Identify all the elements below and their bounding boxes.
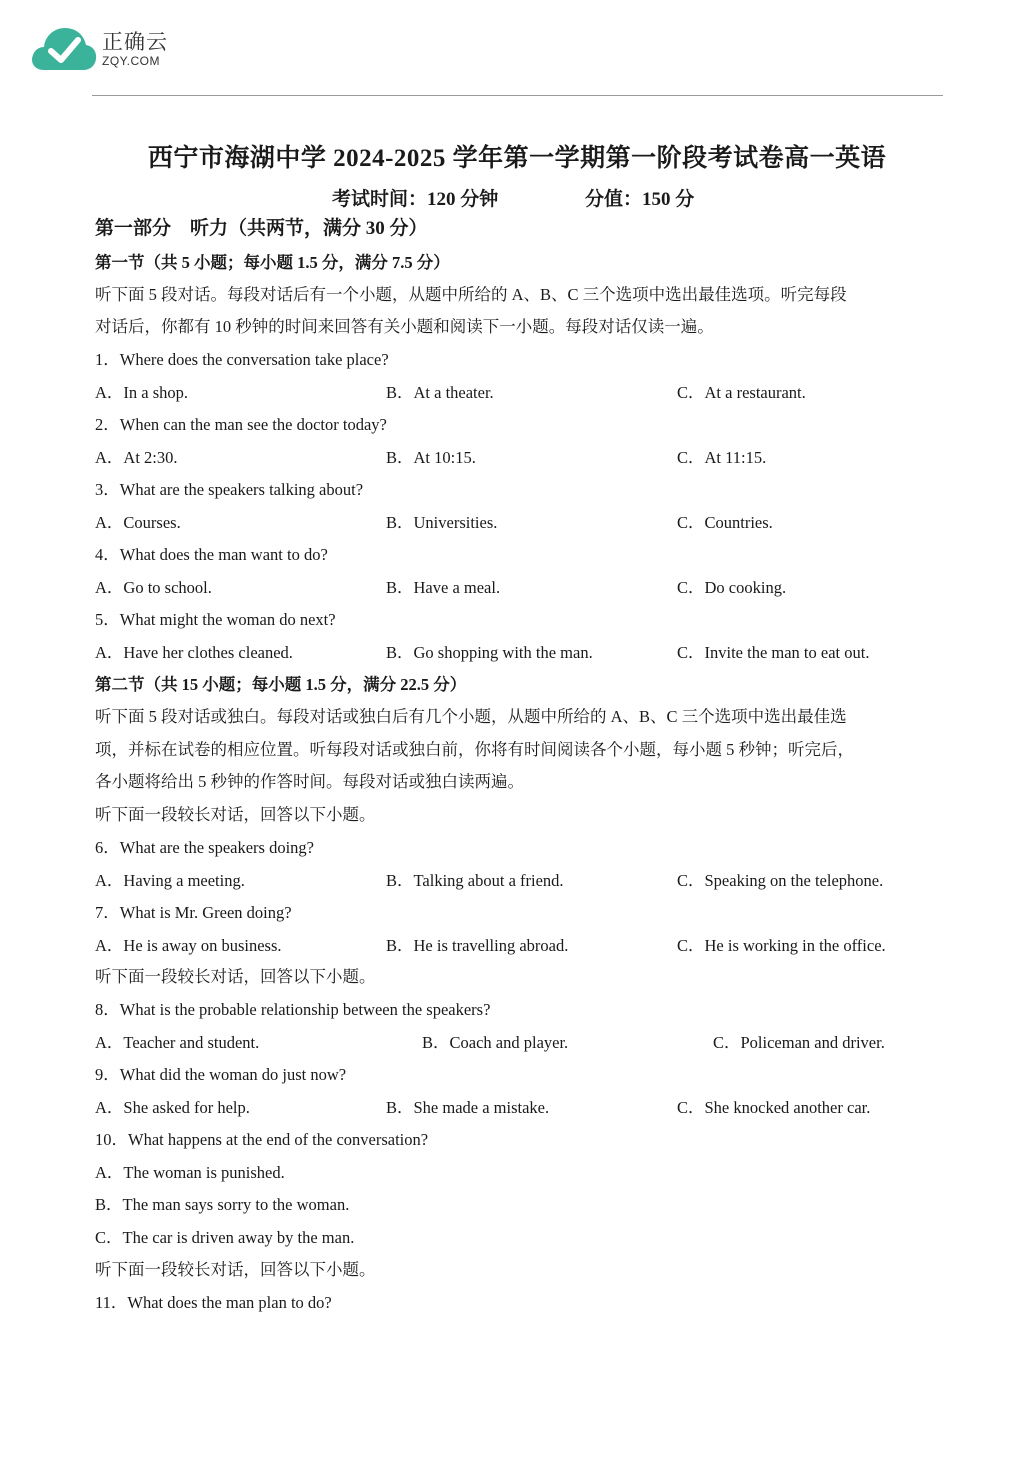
option-b[interactable]: B．Have a meal.	[386, 578, 501, 597]
option-a[interactable]: A．Teacher and student.	[95, 1033, 260, 1052]
option-b[interactable]: B．Talking about a friend.	[386, 871, 564, 890]
instruction-line: 听下面 5 段对话。每段对话后有一个小题，从题中所给的 A、B、C 三个选项中选出最佳选项。听完每段	[95, 285, 847, 304]
option-a[interactable]: A．The woman is punished.	[95, 1163, 285, 1182]
option-a[interactable]: A．Having a meeting.	[95, 871, 245, 890]
option-a[interactable]: A．Go to school.	[95, 578, 212, 597]
question-7: 7．What is Mr. Green doing?	[95, 903, 292, 922]
instruction-line: 对话后，你都有 10 秒钟的时间来回答有关小题和阅读下一小题。每段对话仅读一遍。	[95, 317, 714, 336]
question-11: 11．What does the man plan to do?	[95, 1293, 332, 1312]
option-c[interactable]: C．She knocked another car.	[677, 1098, 871, 1117]
header-divider	[92, 95, 943, 96]
option-c[interactable]: C．Countries.	[677, 513, 773, 532]
section-heading: 第一节（共 5 小题；每小题 1.5 分，满分 7.5 分）	[95, 253, 450, 272]
option-c[interactable]: C．At a restaurant.	[677, 383, 806, 402]
brand-name-en: ZQY.COM	[102, 54, 160, 68]
option-c[interactable]: C．The car is driven away by the man.	[95, 1228, 355, 1247]
option-c[interactable]: C．Policeman and driver.	[713, 1033, 885, 1052]
option-c[interactable]: C．Speaking on the telephone.	[677, 871, 884, 890]
option-c[interactable]: C．He is working in the office.	[677, 936, 886, 955]
option-a[interactable]: A．Have her clothes cleaned.	[95, 643, 293, 662]
exam-time: 考试时间：120 分钟	[332, 189, 499, 210]
option-c[interactable]: C．Invite the man to eat out.	[677, 643, 870, 662]
option-b[interactable]: B．The man says sorry to the woman.	[95, 1195, 350, 1214]
brand-name-cn: 正确云	[102, 30, 168, 54]
option-b[interactable]: B．Go shopping with the man.	[386, 643, 593, 662]
listen-note: 听下面一段较长对话，回答以下小题。	[95, 805, 376, 824]
option-a[interactable]: A．Courses.	[95, 513, 181, 532]
instruction-line: 各小题将给出 5 秒钟的作答时间。每段对话或独白读两遍。	[95, 772, 524, 791]
option-a[interactable]: A．He is away on business.	[95, 936, 282, 955]
option-b[interactable]: B．Coach and player.	[422, 1033, 569, 1052]
question-3: 3．What are the speakers talking about?	[95, 480, 364, 499]
question-6: 6．What are the speakers doing?	[95, 838, 314, 857]
listen-note: 听下面一段较长对话，回答以下小题。	[95, 1260, 376, 1279]
question-1: 1．Where does the conversation take place?	[95, 350, 389, 369]
question-8: 8．What is the probable relationship between the speakers?	[95, 1000, 491, 1019]
zqy-logo[interactable]	[30, 22, 190, 74]
question-4: 4．What does the man want to do?	[95, 545, 328, 564]
question-10: 10．What happens at the end of the conversation?	[95, 1130, 429, 1149]
instruction-line: 项，并标在试卷的相应位置。听每段对话或独白前，你将有时间阅读各个小题，每小题 5 秒钟；听完后，	[95, 740, 854, 759]
exam-title: 西宁市海湖中学 2024-2025 学年第一学期第一阶段考试卷高一英语	[147, 145, 887, 172]
exam-score: 分值：150 分	[585, 189, 695, 210]
option-a[interactable]: A．She asked for help.	[95, 1098, 250, 1117]
option-b[interactable]: B．At 10:15.	[386, 448, 476, 467]
instruction-line: 听下面 5 段对话或独白。每段对话或独白后有几个小题，从题中所给的 A、B、C 三个选项中选出最佳选	[95, 707, 847, 726]
question-2: 2．When can the man see the doctor today?	[95, 415, 387, 434]
option-a[interactable]: A．At 2:30.	[95, 448, 178, 467]
option-b[interactable]: B．He is travelling abroad.	[386, 936, 569, 955]
question-9: 9．What did the woman do just now?	[95, 1065, 347, 1084]
option-b[interactable]: B．She made a mistake.	[386, 1098, 550, 1117]
part-heading: 第一部分 听力（共两节，满分 30 分）	[95, 218, 428, 239]
section-heading: 第二节（共 15 小题；每小题 1.5 分，满分 22.5 分）	[95, 675, 467, 694]
option-c[interactable]: C．At 11:15.	[677, 448, 767, 467]
cloud-check-icon	[30, 24, 98, 74]
option-a[interactable]: A．In a shop.	[95, 383, 189, 402]
listen-note: 听下面一段较长对话，回答以下小题。	[95, 967, 376, 986]
option-b[interactable]: B．Universities.	[386, 513, 498, 532]
option-b[interactable]: B．At a theater.	[386, 383, 494, 402]
option-c[interactable]: C．Do cooking.	[677, 578, 787, 597]
question-5: 5．What might the woman do next?	[95, 610, 336, 629]
